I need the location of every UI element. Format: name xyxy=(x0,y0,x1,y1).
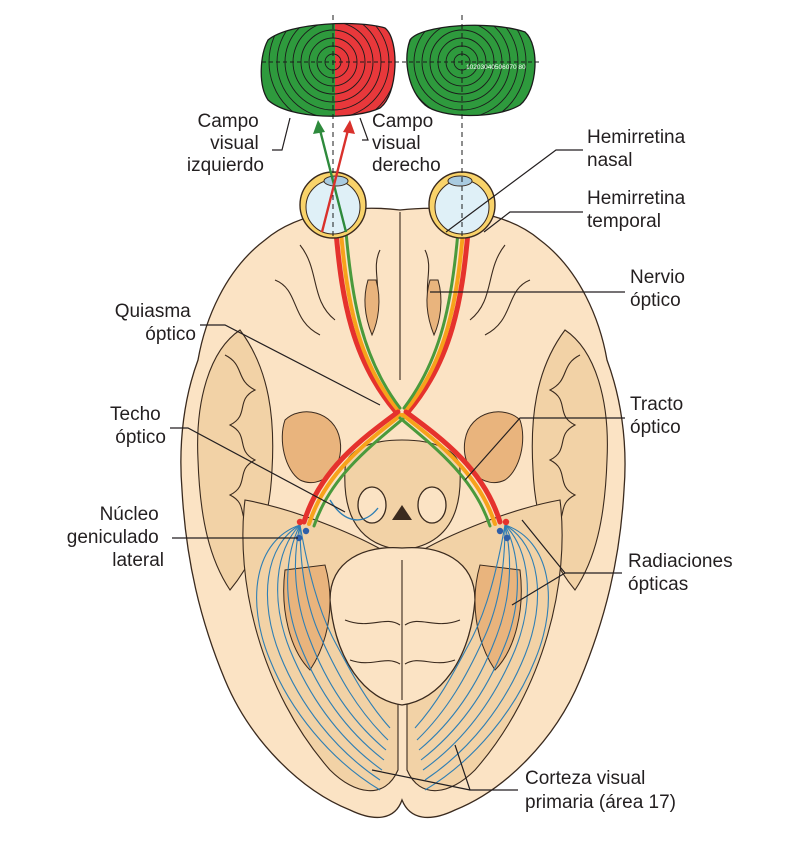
label-campo-visual-derecho: Campo visual derecho xyxy=(372,111,441,176)
label-campo-visual-izquierdo: Campo visual izquierdo xyxy=(186,111,264,176)
visual-field-left xyxy=(255,0,405,126)
label-tracto-optico: Tracto óptico xyxy=(630,394,684,438)
label-radiaciones-opticas: Radiaciones ópticas xyxy=(628,551,733,595)
label-quiasma-optico: Quiasma óptico xyxy=(114,301,196,345)
label-nucleo-geniculado-lateral: Núcleo geniculado lateral xyxy=(66,504,164,571)
brain-illustration xyxy=(181,208,625,817)
label-corteza-visual-primaria: Corteza visual primaria (área 17) xyxy=(525,768,676,813)
label-nervio-optico: Nervio óptico xyxy=(630,267,685,311)
visual-field-right xyxy=(398,0,545,126)
label-hemirretina-temporal: Hemirretina temporal xyxy=(587,188,686,232)
label-techo-optico: Techo óptico xyxy=(110,404,166,448)
field-scale-text: 10203040506070 80 xyxy=(466,64,526,71)
label-hemirretina-nasal: Hemirretina nasal xyxy=(587,127,686,171)
